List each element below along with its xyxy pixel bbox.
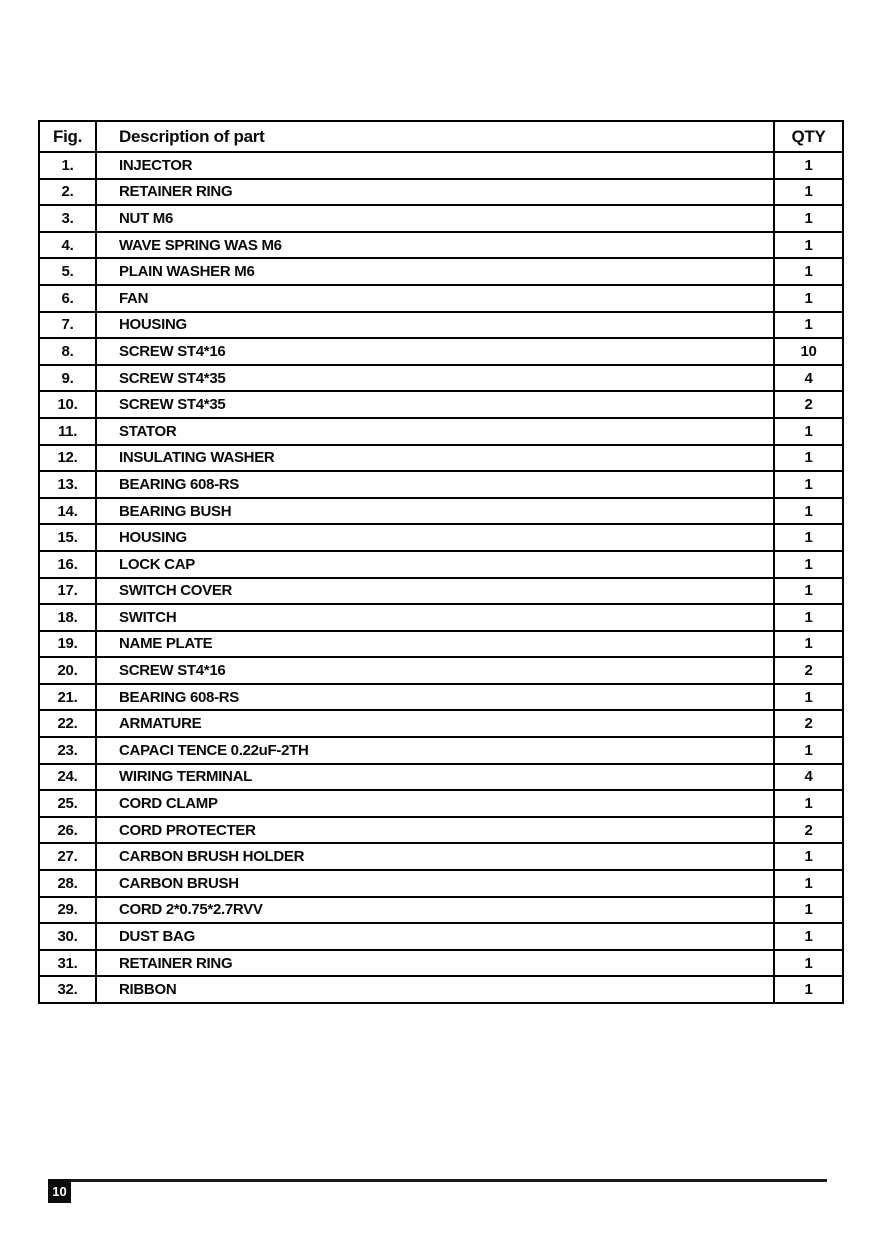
qty-cell: 1 [774, 205, 843, 232]
qty-cell: 2 [774, 657, 843, 684]
description-cell: RETAINER RING [96, 950, 774, 977]
qty-cell: 1 [774, 923, 843, 950]
table-row [39, 604, 843, 631]
description-cell: CORD PROTECTER [96, 817, 774, 844]
fig-cell: 6. [39, 285, 96, 312]
fig-cell: 21. [39, 684, 96, 711]
description-cell: HOUSING [96, 312, 774, 339]
qty-cell: 1 [774, 418, 843, 445]
qty-cell: 4 [774, 365, 843, 392]
table-row [39, 365, 843, 392]
qty-cell: 1 [774, 870, 843, 897]
description-cell: WIRING TERMINAL [96, 764, 774, 791]
qty-cell: 1 [774, 152, 843, 179]
fig-cell: 30. [39, 923, 96, 950]
qty-cell: 1 [774, 471, 843, 498]
qty-cell: 1 [774, 843, 843, 870]
fig-cell: 28. [39, 870, 96, 897]
table-row [39, 338, 843, 365]
qty-cell: 1 [774, 445, 843, 472]
qty-cell: 1 [774, 684, 843, 711]
description-cell: SCREW ST4*16 [96, 338, 774, 365]
table-row [39, 498, 843, 525]
qty-cell: 1 [774, 790, 843, 817]
table-row [39, 391, 843, 418]
fig-cell: 18. [39, 604, 96, 631]
description-cell: SWITCH [96, 604, 774, 631]
parts-table [38, 120, 844, 1004]
fig-cell: 19. [39, 631, 96, 658]
fig-cell: 12. [39, 445, 96, 472]
fig-cell: 31. [39, 950, 96, 977]
parts-table-header [39, 121, 843, 152]
fig-cell: 14. [39, 498, 96, 525]
qty-cell: 2 [774, 710, 843, 737]
qty-cell: 1 [774, 232, 843, 259]
qty-cell: 2 [774, 391, 843, 418]
fig-cell: 2. [39, 179, 96, 206]
fig-cell: 23. [39, 737, 96, 764]
qty-cell: 2 [774, 817, 843, 844]
table-row [39, 870, 843, 897]
fig-cell: 22. [39, 710, 96, 737]
description-cell: NUT M6 [96, 205, 774, 232]
qty-cell: 1 [774, 285, 843, 312]
header-qty: QTY [774, 121, 843, 152]
fig-cell: 15. [39, 524, 96, 551]
qty-cell: 1 [774, 897, 843, 924]
description-cell: BEARING 608-RS [96, 684, 774, 711]
table-row [39, 923, 843, 950]
table-row [39, 205, 843, 232]
description-cell: CORD 2*0.75*2.7RVV [96, 897, 774, 924]
header-fig: Fig. [39, 121, 96, 152]
table-row [39, 843, 843, 870]
table-row [39, 551, 843, 578]
fig-cell: 4. [39, 232, 96, 259]
description-cell: WAVE SPRING WAS M6 [96, 232, 774, 259]
table-row [39, 817, 843, 844]
fig-cell: 17. [39, 578, 96, 605]
table-row [39, 684, 843, 711]
description-cell: FAN [96, 285, 774, 312]
table-row [39, 764, 843, 791]
description-cell: CARBON BRUSH [96, 870, 774, 897]
qty-cell: 1 [774, 524, 843, 551]
qty-cell: 1 [774, 604, 843, 631]
fig-cell: 25. [39, 790, 96, 817]
table-row [39, 258, 843, 285]
fig-cell: 32. [39, 976, 96, 1003]
description-cell: HOUSING [96, 524, 774, 551]
fig-cell: 5. [39, 258, 96, 285]
fig-cell: 3. [39, 205, 96, 232]
page-number-badge: 10 [48, 1179, 71, 1203]
footer-rule [71, 1179, 827, 1182]
fig-cell: 24. [39, 764, 96, 791]
fig-cell: 16. [39, 551, 96, 578]
table-row [39, 790, 843, 817]
table-row [39, 950, 843, 977]
table-row [39, 657, 843, 684]
fig-cell: 9. [39, 365, 96, 392]
table-row [39, 471, 843, 498]
qty-cell: 1 [774, 737, 843, 764]
fig-cell: 20. [39, 657, 96, 684]
description-cell: RETAINER RING [96, 179, 774, 206]
description-cell: RIBBON [96, 976, 774, 1003]
description-cell: ARMATURE [96, 710, 774, 737]
table-row [39, 578, 843, 605]
table-row [39, 418, 843, 445]
qty-cell: 1 [774, 498, 843, 525]
table-row [39, 312, 843, 339]
parts-table-body [39, 152, 843, 1003]
fig-cell: 13. [39, 471, 96, 498]
qty-cell: 1 [774, 578, 843, 605]
fig-cell: 11. [39, 418, 96, 445]
fig-cell: 27. [39, 843, 96, 870]
table-row [39, 897, 843, 924]
description-cell: INSULATING WASHER [96, 445, 774, 472]
description-cell: SCREW ST4*35 [96, 365, 774, 392]
description-cell: BEARING BUSH [96, 498, 774, 525]
description-cell: SCREW ST4*16 [96, 657, 774, 684]
description-cell: SCREW ST4*35 [96, 391, 774, 418]
table-row [39, 631, 843, 658]
table-row [39, 976, 843, 1003]
description-cell: CORD CLAMP [96, 790, 774, 817]
description-cell: DUST BAG [96, 923, 774, 950]
fig-cell: 10. [39, 391, 96, 418]
table-row [39, 179, 843, 206]
fig-cell: 26. [39, 817, 96, 844]
qty-cell: 1 [774, 631, 843, 658]
description-cell: CARBON BRUSH HOLDER [96, 843, 774, 870]
table-row [39, 445, 843, 472]
fig-cell: 1. [39, 152, 96, 179]
table-row [39, 152, 843, 179]
description-cell: SWITCH COVER [96, 578, 774, 605]
description-cell: CAPACI TENCE 0.22uF-2TH [96, 737, 774, 764]
header-row [39, 121, 843, 152]
qty-cell: 1 [774, 551, 843, 578]
qty-cell: 1 [774, 258, 843, 285]
header-description: Description of part [96, 121, 774, 152]
table-row [39, 524, 843, 551]
fig-cell: 8. [39, 338, 96, 365]
qty-cell: 4 [774, 764, 843, 791]
fig-cell: 29. [39, 897, 96, 924]
description-cell: INJECTOR [96, 152, 774, 179]
qty-cell: 1 [774, 312, 843, 339]
description-cell: BEARING 608-RS [96, 471, 774, 498]
description-cell: STATOR [96, 418, 774, 445]
table-row [39, 285, 843, 312]
description-cell: NAME PLATE [96, 631, 774, 658]
table-row [39, 232, 843, 259]
qty-cell: 1 [774, 976, 843, 1003]
table-row [39, 737, 843, 764]
description-cell: LOCK CAP [96, 551, 774, 578]
qty-cell: 1 [774, 179, 843, 206]
qty-cell: 1 [774, 950, 843, 977]
description-cell: PLAIN WASHER M6 [96, 258, 774, 285]
qty-cell: 10 [774, 338, 843, 365]
table-row [39, 710, 843, 737]
fig-cell: 7. [39, 312, 96, 339]
